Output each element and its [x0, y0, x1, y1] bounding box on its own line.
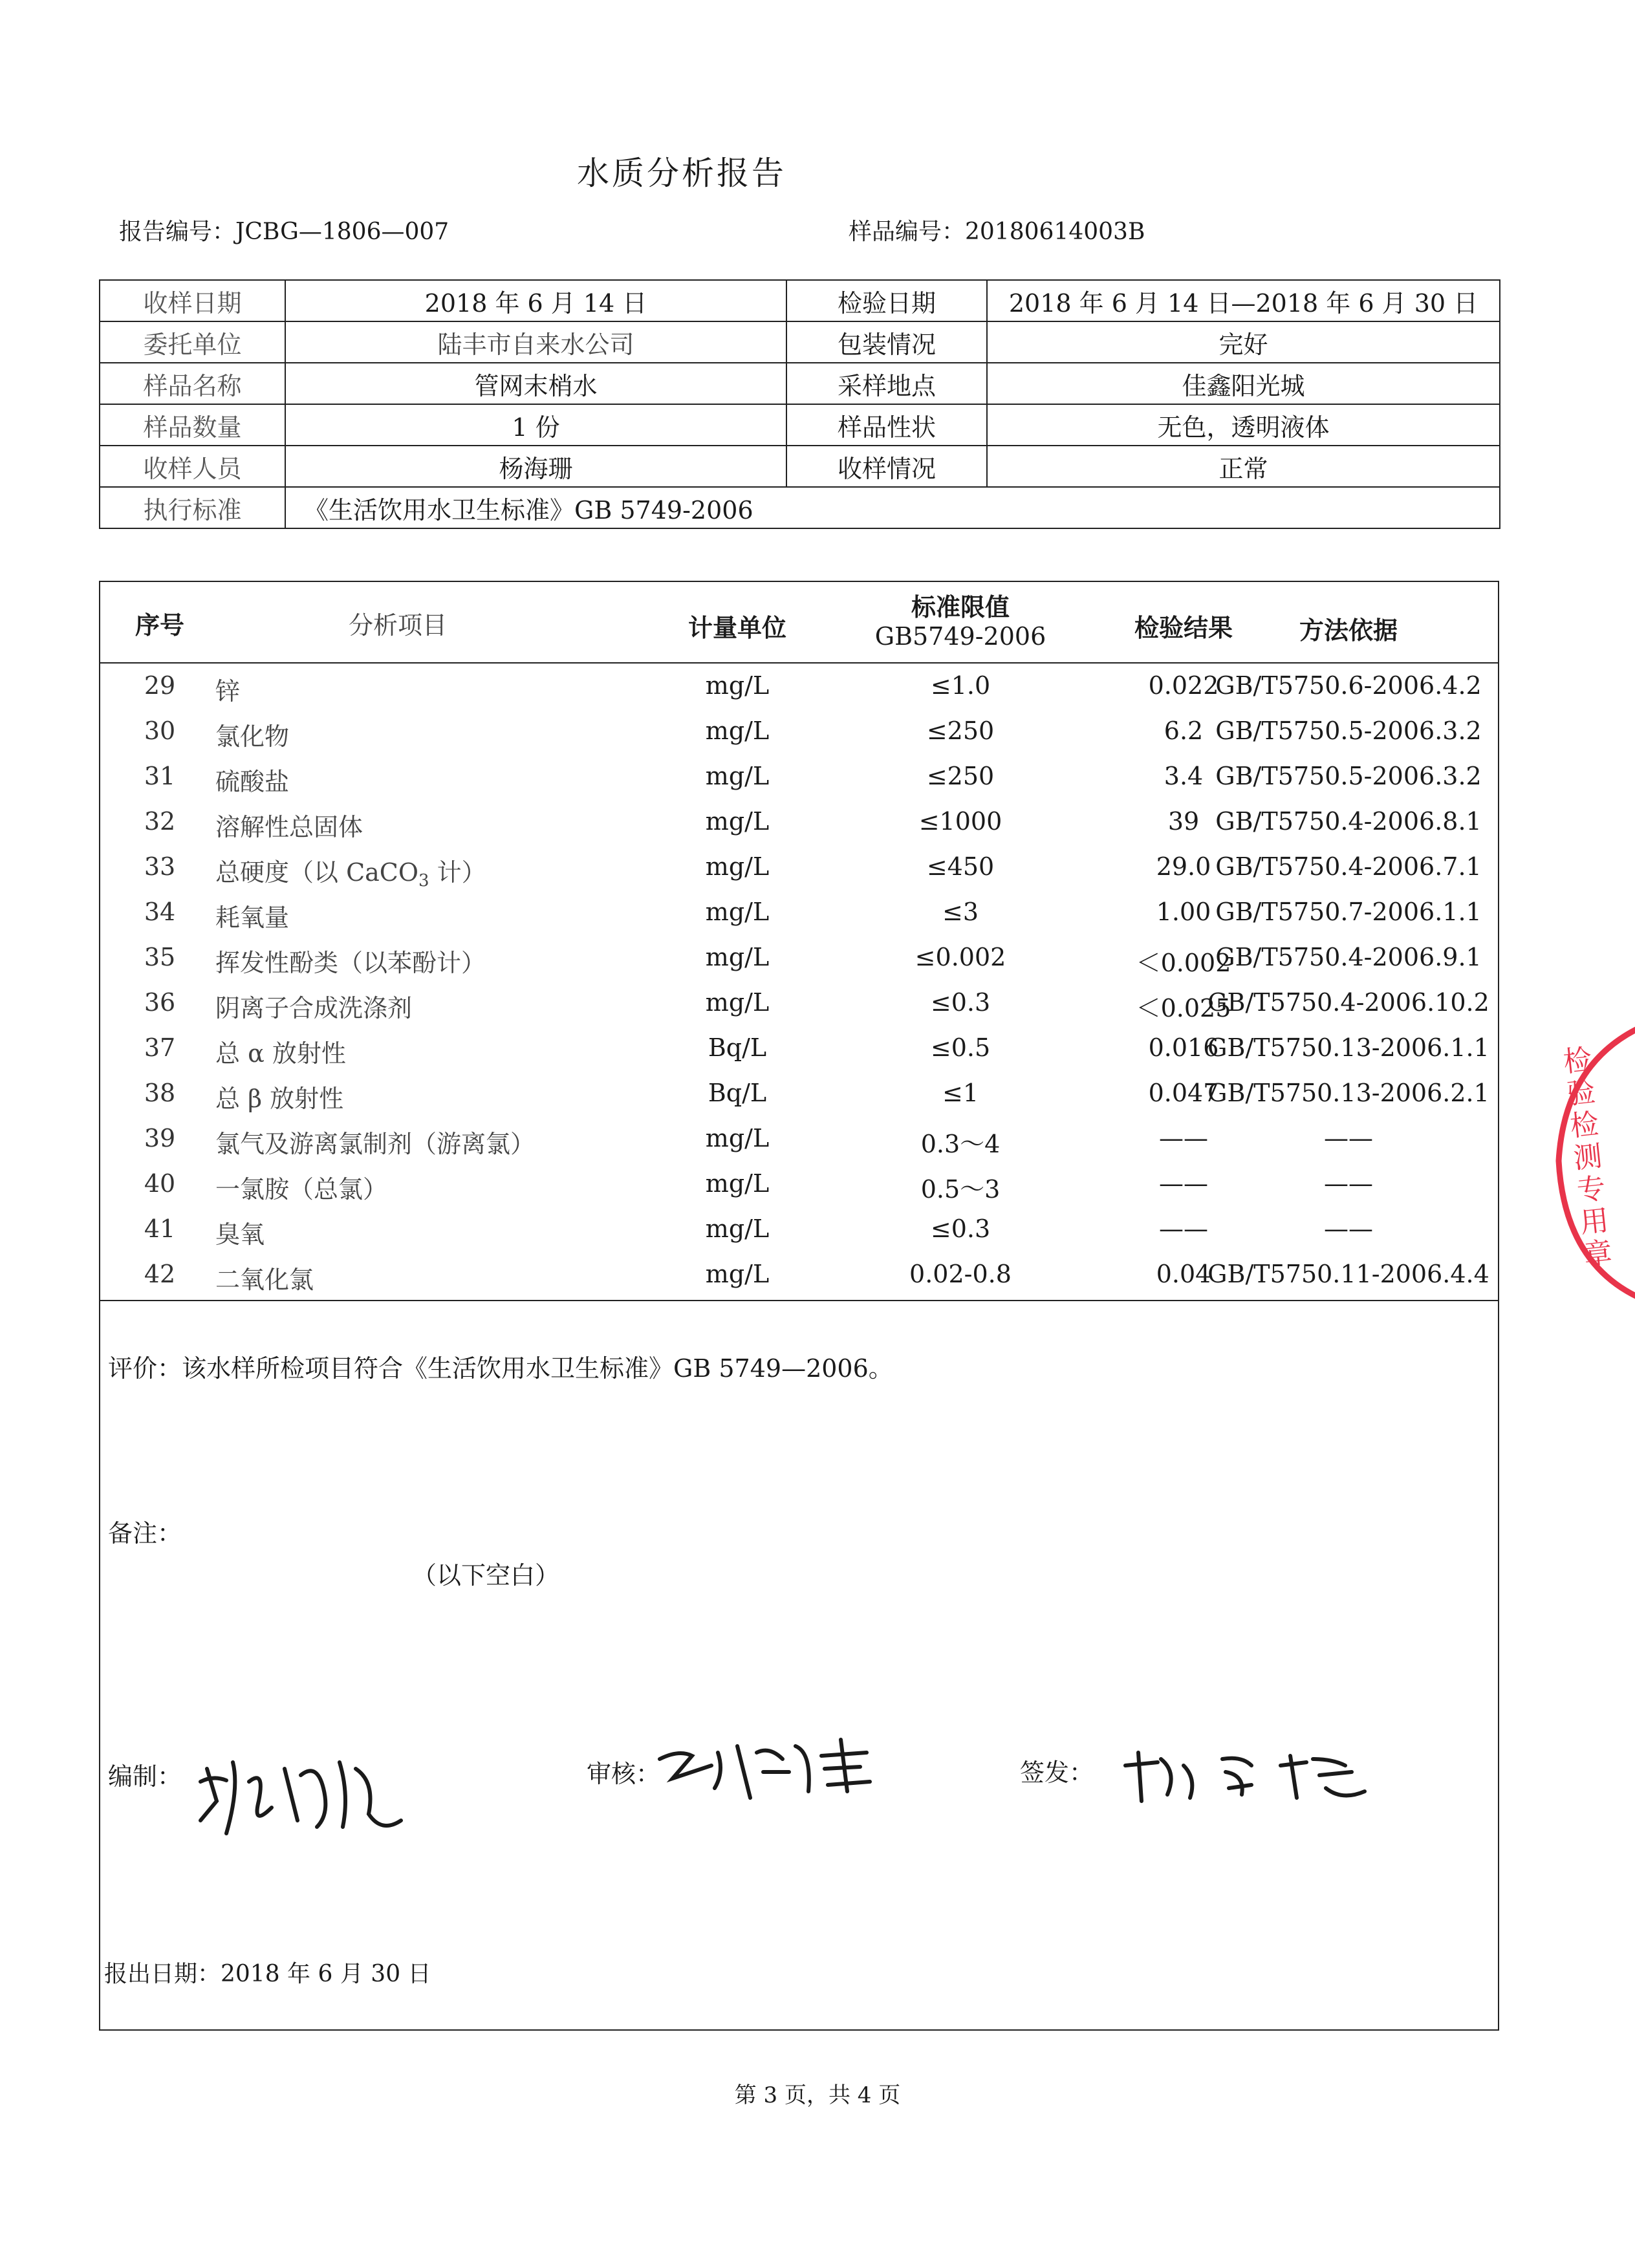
compiled-label: 编制： — [108, 1762, 182, 1791]
row-method: GB/T5750.5-2006.3.2 — [1215, 717, 1482, 745]
row-unit: mg/L — [705, 943, 770, 971]
row-no: 30 — [144, 717, 176, 745]
row-limit: ≤3 — [942, 898, 979, 926]
info-label: 样品数量 — [100, 404, 285, 446]
issue-date: 报出日期：2018 年 6 月 30 日 — [104, 1961, 431, 1987]
inspection-stamp — [1539, 1006, 1635, 1316]
row-no: 31 — [144, 762, 176, 790]
row-method: GB/T5750.4-2006.8.1 — [1215, 807, 1482, 836]
info-label: 采样地点 — [786, 363, 987, 404]
row-unit: mg/L — [705, 852, 770, 881]
row-no: 39 — [144, 1124, 176, 1152]
row-result: —— — [1159, 1124, 1208, 1152]
row-unit: Bq/L — [708, 1033, 767, 1062]
info-row — [100, 404, 1500, 446]
issued-label: 签发： — [1020, 1758, 1094, 1787]
row-no: 34 — [144, 898, 176, 926]
row-item: 总 α 放射性 — [215, 1039, 346, 1068]
row-item: 一氯胺（总氯） — [215, 1175, 388, 1204]
row-item: 挥发性酚类（以苯酚计） — [215, 949, 486, 977]
row-no: 35 — [144, 943, 176, 971]
row-no: 33 — [144, 852, 176, 881]
reviewed-label: 审核： — [587, 1760, 661, 1788]
row-result: ＜0.002 — [1136, 949, 1231, 977]
row-result: 3.4 — [1164, 762, 1204, 790]
row-method: GB/T5750.13-2006.1.1 — [1207, 1033, 1489, 1062]
row-limit: 0.02-0.8 — [909, 1260, 1012, 1288]
row-method: GB/T5750.13-2006.2.1 — [1207, 1079, 1489, 1107]
info-row — [100, 321, 1500, 363]
row-no: 37 — [144, 1033, 176, 1062]
table-row — [100, 1026, 1498, 1071]
row-result: 0.047 — [1148, 1079, 1219, 1107]
row-item: 溶解性总固体 — [215, 813, 363, 841]
sample-qty: 1 份 — [285, 404, 786, 446]
info-label: 样品性状 — [786, 404, 987, 446]
row-result: 0.022 — [1148, 671, 1219, 700]
row-unit: mg/L — [705, 762, 770, 790]
sample-name: 管网末梢水 — [285, 363, 786, 404]
table-row — [100, 1116, 1498, 1161]
info-label: 收样情况 — [786, 446, 987, 487]
row-limit: ≤1 — [942, 1079, 979, 1107]
row-item: 阴离子合成洗涤剂 — [215, 994, 413, 1022]
row-unit: mg/L — [705, 1260, 770, 1288]
row-unit: mg/L — [705, 717, 770, 745]
row-limit: ≤0.002 — [915, 943, 1006, 971]
row-unit: mg/L — [705, 671, 770, 700]
row-result: 29.0 — [1156, 852, 1211, 881]
row-no: 42 — [144, 1260, 176, 1288]
row-method: —— — [1324, 1215, 1373, 1243]
receive-date: 2018 年 6 月 14 日 — [285, 280, 786, 321]
col-header-limit: 标准限值 — [911, 592, 1010, 621]
evaluation: 评价：该水样所检项目符合《生活饮用水卫生标准》GB 5749—2006。 — [108, 1354, 893, 1383]
table-row — [100, 799, 1498, 845]
row-unit: mg/L — [705, 988, 770, 1017]
row-limit: ≤1000 — [918, 807, 1002, 836]
row-item: 总 β 放射性 — [215, 1085, 344, 1113]
row-no: 40 — [144, 1169, 176, 1198]
row-unit: mg/L — [705, 1215, 770, 1243]
table-row — [100, 935, 1498, 980]
col-header-no: 序号 — [135, 610, 184, 640]
row-limit: 0.3～4 — [920, 1130, 1001, 1158]
receive-status: 正常 — [987, 446, 1500, 487]
remark-label: 备注： — [108, 1519, 182, 1548]
table-row — [100, 980, 1498, 1026]
row-unit: mg/L — [705, 898, 770, 926]
row-no: 32 — [144, 807, 176, 836]
row-unit: mg/L — [705, 1169, 770, 1198]
row-result: ＜0.025 — [1136, 994, 1231, 1022]
row-item: 氯化物 — [215, 722, 290, 751]
row-method: GB/T5750.4-2006.10.2 — [1207, 988, 1489, 1017]
row-item: 耗氧量 — [215, 903, 290, 932]
row-method: GB/T5750.6-2006.4.2 — [1215, 671, 1482, 700]
row-result: 39 — [1167, 807, 1200, 836]
sample-info-table — [99, 279, 1500, 529]
info-row — [100, 363, 1500, 404]
table-row — [100, 890, 1498, 935]
row-limit: ≤450 — [926, 852, 995, 881]
compiler-signature — [188, 1743, 433, 1846]
row-unit: mg/L — [705, 1124, 770, 1152]
row-item: 氯气及游离氯制剂（游离氯） — [215, 1130, 536, 1158]
row-limit: ≤0.5 — [930, 1033, 991, 1062]
row-limit: ≤1.0 — [930, 671, 991, 700]
sample-location: 佳鑫阳光城 — [987, 363, 1500, 404]
col-header-method: 方法依据 — [1299, 616, 1398, 645]
info-label: 样品名称 — [100, 363, 285, 404]
info-label: 包装情况 — [786, 321, 987, 363]
info-label: 检验日期 — [786, 280, 987, 321]
row-limit: ≤0.3 — [930, 988, 991, 1017]
table-row — [100, 1071, 1498, 1116]
table-row — [100, 1161, 1498, 1207]
row-limit: ≤250 — [926, 717, 995, 745]
row-limit: 0.5～3 — [920, 1175, 1001, 1204]
table-row — [100, 845, 1498, 890]
row-result: 1.00 — [1156, 898, 1211, 926]
info-row — [100, 280, 1500, 321]
table-bottom-divider — [100, 1300, 1498, 1301]
row-result: 6.2 — [1164, 717, 1204, 745]
row-method: GB/T5750.4-2006.9.1 — [1215, 943, 1482, 971]
row-item: 锌 — [215, 677, 241, 706]
info-label: 收样日期 — [100, 280, 285, 321]
row-method: GB/T5750.5-2006.3.2 — [1215, 762, 1482, 790]
row-item: 臭氧 — [215, 1220, 265, 1249]
row-unit: Bq/L — [708, 1079, 767, 1107]
package: 完好 — [987, 321, 1500, 363]
row-unit: mg/L — [705, 807, 770, 836]
results-box — [99, 581, 1499, 2031]
info-label: 执行标准 — [100, 487, 285, 528]
table-row — [100, 754, 1498, 799]
row-no: 41 — [144, 1215, 176, 1243]
row-result: —— — [1159, 1215, 1208, 1243]
info-label: 委托单位 — [100, 321, 285, 363]
row-no: 29 — [144, 671, 176, 700]
test-date: 2018 年 6 月 14 日—2018 年 6 月 30 日 — [987, 280, 1500, 321]
row-result: 0.04 — [1156, 1260, 1211, 1288]
row-item-subscript: 3 — [418, 871, 429, 891]
receiver: 杨海珊 — [285, 446, 786, 487]
report-number: 报告编号：JCBG—1806—007 — [119, 219, 449, 245]
client: 陆丰市自来水公司 — [285, 321, 786, 363]
sample-number: 样品编号：20180614003B — [849, 219, 1145, 245]
col-header-unit: 计量单位 — [688, 613, 786, 642]
info-row — [100, 446, 1500, 487]
row-limit: ≤0.3 — [930, 1215, 991, 1243]
row-item: 二氧化氯 — [215, 1266, 314, 1294]
row-limit: ≤250 — [926, 762, 995, 790]
page-number: 第 3 页，共 4 页 — [734, 2082, 901, 2108]
info-row — [100, 487, 1500, 528]
svg-text:检验检测专用章: 检验检测专用章 — [1556, 1044, 1614, 1273]
row-method: GB/T5750.4-2006.7.1 — [1215, 852, 1482, 881]
report-title: 水质分析报告 — [577, 155, 786, 192]
row-method: GB/T5750.7-2006.1.1 — [1215, 898, 1482, 926]
sample-nature: 无色，透明液体 — [987, 404, 1500, 446]
row-item-text-end: 计） — [429, 858, 486, 887]
col-header-item: 分析项目 — [348, 611, 447, 640]
row-method: —— — [1324, 1169, 1373, 1198]
row-result: 0.016 — [1148, 1033, 1219, 1062]
blank-note: （以下空白） — [412, 1561, 560, 1590]
info-label: 收样人员 — [100, 446, 285, 487]
table-row — [100, 664, 1498, 709]
row-item — [215, 852, 486, 891]
row-method: GB/T5750.11-2006.4.4 — [1207, 1260, 1489, 1288]
row-no: 38 — [144, 1079, 176, 1107]
table-row — [100, 1207, 1498, 1252]
row-no: 36 — [144, 988, 176, 1017]
table-row — [100, 1252, 1498, 1297]
standard: 《生活饮用水卫生标准》GB 5749-2006 — [285, 487, 1500, 528]
row-item-text: 总硬度（以 CaCO — [215, 858, 419, 887]
col-header-limit-standard: GB5749-2006 — [874, 622, 1046, 651]
row-result: —— — [1159, 1169, 1208, 1198]
table-row — [100, 709, 1498, 754]
reviewer-signature — [653, 1727, 886, 1804]
issuer-signature — [1112, 1740, 1384, 1811]
col-header-result: 检验结果 — [1134, 613, 1233, 642]
row-method: —— — [1324, 1124, 1373, 1152]
row-item: 硫酸盐 — [215, 768, 290, 796]
